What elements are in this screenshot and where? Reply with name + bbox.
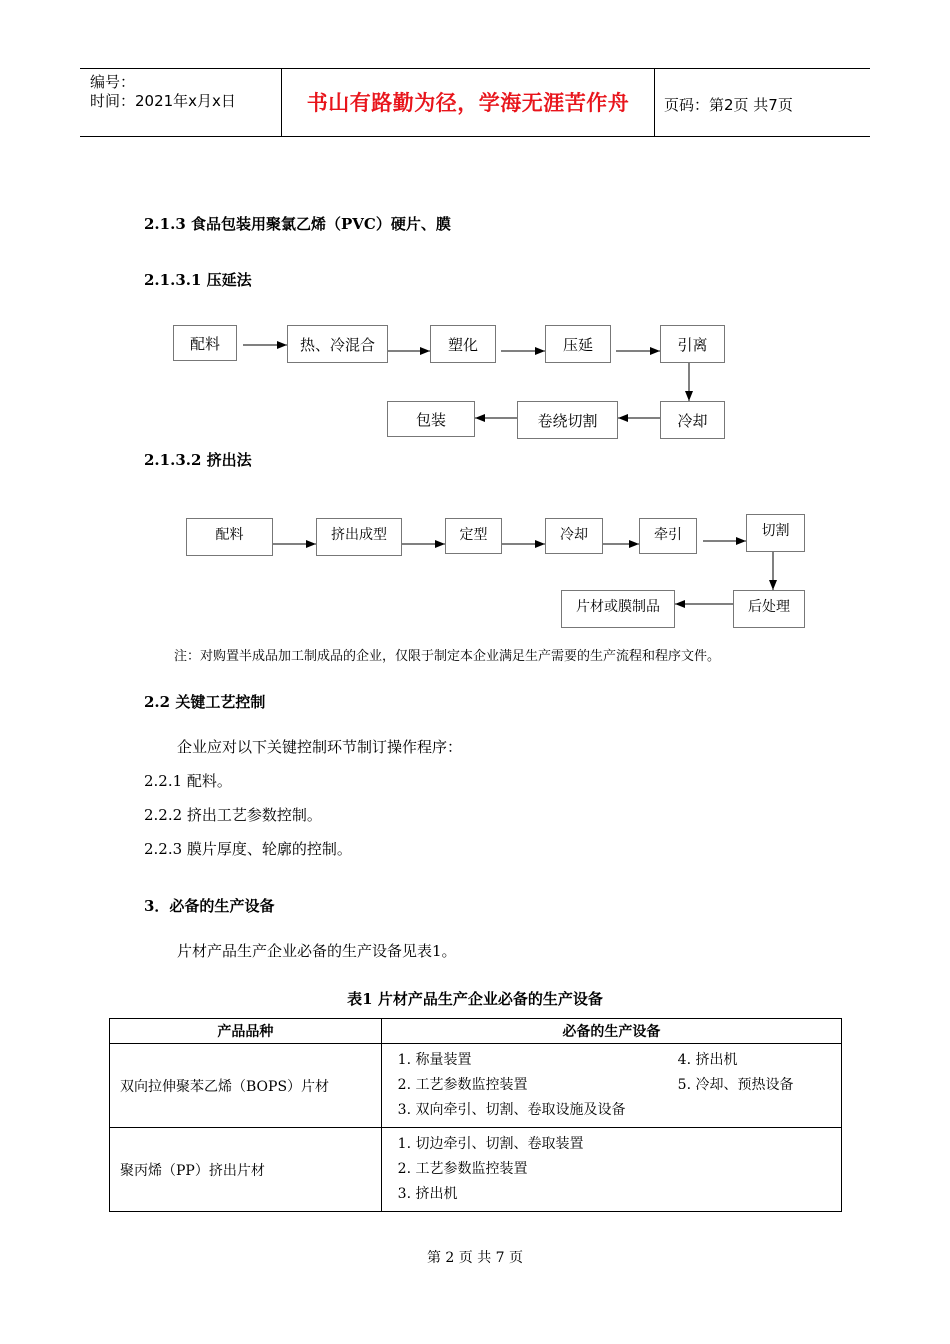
- table-header-equipment: 必备的生产设备: [381, 1019, 841, 1044]
- extrusion-title: 2.1.3.2 挤出法: [144, 451, 252, 469]
- flow-step-packing: 包装: [387, 401, 475, 437]
- table-row: [110, 1128, 842, 1212]
- equipment-item: 1. 称量装置: [397, 1052, 472, 1068]
- header-motto: 书山有路勤为径，学海无涯苦作舟: [306, 91, 630, 115]
- header-serial-label: 编号：: [90, 73, 136, 91]
- footer-page-number: 第 2 页 共 7 页: [426, 1250, 524, 1266]
- equipment-item: 2. 工艺参数监控装置: [397, 1077, 528, 1093]
- equipment-item: 1. 切边牵引、切割、卷取装置: [397, 1136, 584, 1152]
- flow-step-cooling: 冷却: [660, 401, 725, 439]
- header-page-info: 页码：第2页 共7页: [664, 96, 793, 114]
- equipment-item: 3. 双向牵引、切割、卷取设施及设备: [397, 1102, 626, 1118]
- key-item: 2.2.1 配料。: [144, 772, 232, 790]
- flow-step-calendering: 压延: [545, 325, 611, 363]
- table-cell-equipment: [381, 1044, 841, 1128]
- equipment-item: 5. 冷却、预热设备: [677, 1077, 794, 1093]
- calendering-title: 2.1.3.1 压延法: [144, 271, 252, 289]
- flow-step-batching: 配料: [173, 325, 237, 361]
- flow-step-hauling: 牵引: [639, 518, 697, 554]
- equipment-item: 2. 工艺参数监控装置: [397, 1161, 528, 1177]
- header-time-label: 时间：2021年x月x日: [90, 92, 236, 110]
- flow-step-sheet-film-product: 片材或膜制品: [561, 590, 675, 628]
- flow-step-mixing: 热、冷混合: [287, 325, 388, 363]
- table-cell-equipment: [381, 1128, 841, 1212]
- section-key-title: 2.2 关键工艺控制: [144, 693, 266, 711]
- flow-step-batching: 配料: [186, 518, 273, 556]
- flow-step-winding-cutting: 卷绕切割: [517, 401, 618, 439]
- equipment-table: [109, 1018, 842, 1212]
- flow-step-extrusion-forming: 挤出成型: [316, 518, 402, 556]
- equipment-item: 4. 挤出机: [677, 1052, 738, 1068]
- section-key-intro: 企业应对以下关键控制环节制订操作程序：: [177, 738, 463, 756]
- note-text: 注：对购置半成品加工制成品的企业，仅限于制定本企业满足生产需要的生产流程和程序文件。: [174, 649, 721, 664]
- table-header-product: 产品品种: [110, 1019, 382, 1044]
- flow-step-cutting: 切割: [746, 514, 805, 552]
- key-item: 2.2.2 挤出工艺参数控制。: [144, 806, 322, 824]
- table-title: 表1 片材产品生产企业必备的生产设备: [347, 990, 603, 1008]
- section-equipment-intro: 片材产品生产企业必备的生产设备见表1。: [177, 942, 457, 960]
- section-pvc-title: 2.1.3 食品包装用聚氯乙烯（PVC）硬片、膜: [144, 215, 451, 233]
- flow-step-plasticizing: 塑化: [430, 325, 496, 363]
- key-item: 2.2.3 膜片厚度、轮廓的控制。: [144, 840, 352, 858]
- flow-step-sizing: 定型: [445, 518, 502, 554]
- flow-step-cooling: 冷却: [545, 518, 603, 554]
- section-equipment-title: 3．必备的生产设备: [144, 897, 275, 915]
- equipment-item: 3. 挤出机: [397, 1186, 458, 1202]
- table-cell-product: 聚丙烯（PP）挤出片材: [110, 1128, 382, 1212]
- table-row: [110, 1044, 842, 1128]
- table-header-row: [110, 1019, 842, 1044]
- flow-step-post-treatment: 后处理: [733, 590, 805, 628]
- table-cell-product: 双向拉伸聚苯乙烯（BOPS）片材: [110, 1044, 382, 1128]
- flow-step-stripping: 引离: [660, 325, 725, 363]
